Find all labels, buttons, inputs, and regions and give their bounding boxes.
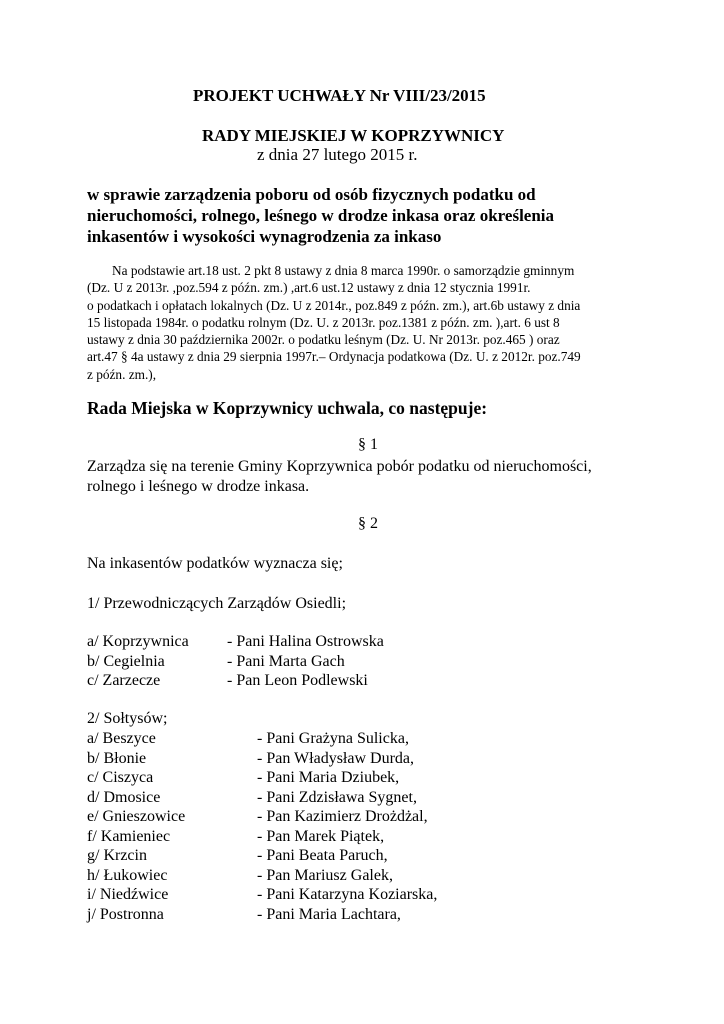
resolution-subject: [87, 184, 554, 247]
village-label: a/ Beszyce: [87, 730, 156, 747]
resolution-date: z dnia 27 lutego 2015 r.: [257, 145, 418, 164]
section-2-intro: Na inkasentów podatków wyznacza się;: [87, 555, 343, 572]
collector-name: - Pani Grażyna Sulicka,: [257, 730, 409, 747]
collector-name: - Pan Marek Piątek,: [257, 827, 385, 845]
collector-name: - Pani Halina Ostrowska: [227, 633, 384, 650]
legal-basis-line: z późn. zm.),: [87, 366, 157, 382]
village-label: e/ Gnieszowice: [87, 808, 186, 825]
collector-name: - Pani Marta Gach: [227, 652, 345, 670]
village-label: g/ Krzcin: [87, 847, 147, 864]
section-1-line: rolnego i leśnego w drodze inkasa.: [87, 477, 310, 495]
section-1-text: [87, 457, 592, 496]
collector-name: - Pani Zdzisława Sygnet,: [257, 788, 417, 806]
village-label: c/ Ciszyca: [87, 769, 154, 786]
legal-basis-line: ustawy z dnia 30 października 2002r. o podatku leśnym (Dz. U. Nr 2013r. poz.465 ) oraz: [87, 332, 560, 348]
section-2-mark: § 2: [358, 515, 378, 532]
legal-basis-line: Na podstawie art.18 ust. 2 pkt 8 ustawy z dnia 8 marca 1990r. o samorządzie gminnym: [112, 263, 575, 278]
village-label: d/ Dmosice: [87, 788, 161, 806]
group-1-heading: 1/ Przewodniczących Zarządów Osiedli;: [87, 595, 347, 612]
subject-line: w sprawie zarządzenia poboru od osób fizycznych podatku od: [87, 185, 536, 204]
collector-name: - Pan Kazimierz Drożdżal,: [257, 808, 428, 825]
section-1-line: Zarządza się na terenie Gminy Koprzywnica pobór podatku od nieruchomości,: [87, 458, 592, 475]
collector-name: - Pani Beata Paruch,: [257, 847, 388, 864]
estate-label: a/ Koprzywnica: [87, 633, 189, 650]
collector-name: - Pani Maria Lachtara,: [257, 905, 401, 923]
collector-name: - Pani Katarzyna Koziarska,: [257, 886, 438, 903]
village-label: j/ Postronna: [87, 905, 164, 923]
collector-name: - Pan Leon Podlewski: [227, 672, 368, 689]
village-label: f/ Kamieniec: [87, 827, 171, 845]
section-1-mark: § 1: [358, 436, 378, 453]
legal-basis-line: (Dz. U z 2013r. ,poz.594 z późn. zm.) ,art.6 ust.12 ustawy z dnia 12 stycznia 1991r.: [87, 280, 531, 296]
estate-label: c/ Zarzecze: [87, 672, 161, 689]
collector-name: - Pani Maria Dziubek,: [257, 769, 400, 786]
village-label: b/ Błonie: [87, 749, 147, 767]
legal-basis: [87, 262, 581, 383]
village-label: i/ Niedźwice: [87, 886, 169, 903]
legal-basis-line: art.47 § 4a ustawy z dnia 29 sierpnia 1997r.– Ordynacja podatkowa (Dz. U. z 2012r. poz.749: [87, 349, 581, 365]
legal-basis-line: o podatkach i opłatach lokalnych (Dz. U z 2014r., poz.849 z późn. zm.), art.6b ustawy z dnia: [87, 297, 581, 313]
group-2-heading: 2/ Sołtysów;: [87, 710, 168, 727]
council-name: RADY MIEJSKIEJ W KOPRZYWNICY: [202, 126, 505, 145]
legal-basis-line: 15 listopada 1984r. o podatku rolnym (Dz. U. z 2013r. poz.1381 z późn. zm. ),art. 6 ust 8: [87, 314, 560, 330]
collector-name: - Pan Mariusz Galek,: [257, 866, 393, 884]
subject-line: inkasentów i wysokości wynagrodzenia za inkaso: [87, 227, 442, 246]
collector-name: - Pan Władysław Durda,: [257, 749, 414, 767]
resolution-title: PROJEKT UCHWAŁY Nr VIII/23/2015: [193, 86, 486, 105]
village-label: h/ Łukowiec: [87, 866, 168, 884]
subject-line: nieruchomości, rolnego, leśnego w drodze inkasa oraz określenia: [87, 206, 555, 225]
estate-label: b/ Cegielnia: [87, 652, 165, 670]
council-resolves-heading: Rada Miejska w Koprzywnicy uchwala, co następuje:: [87, 398, 488, 418]
